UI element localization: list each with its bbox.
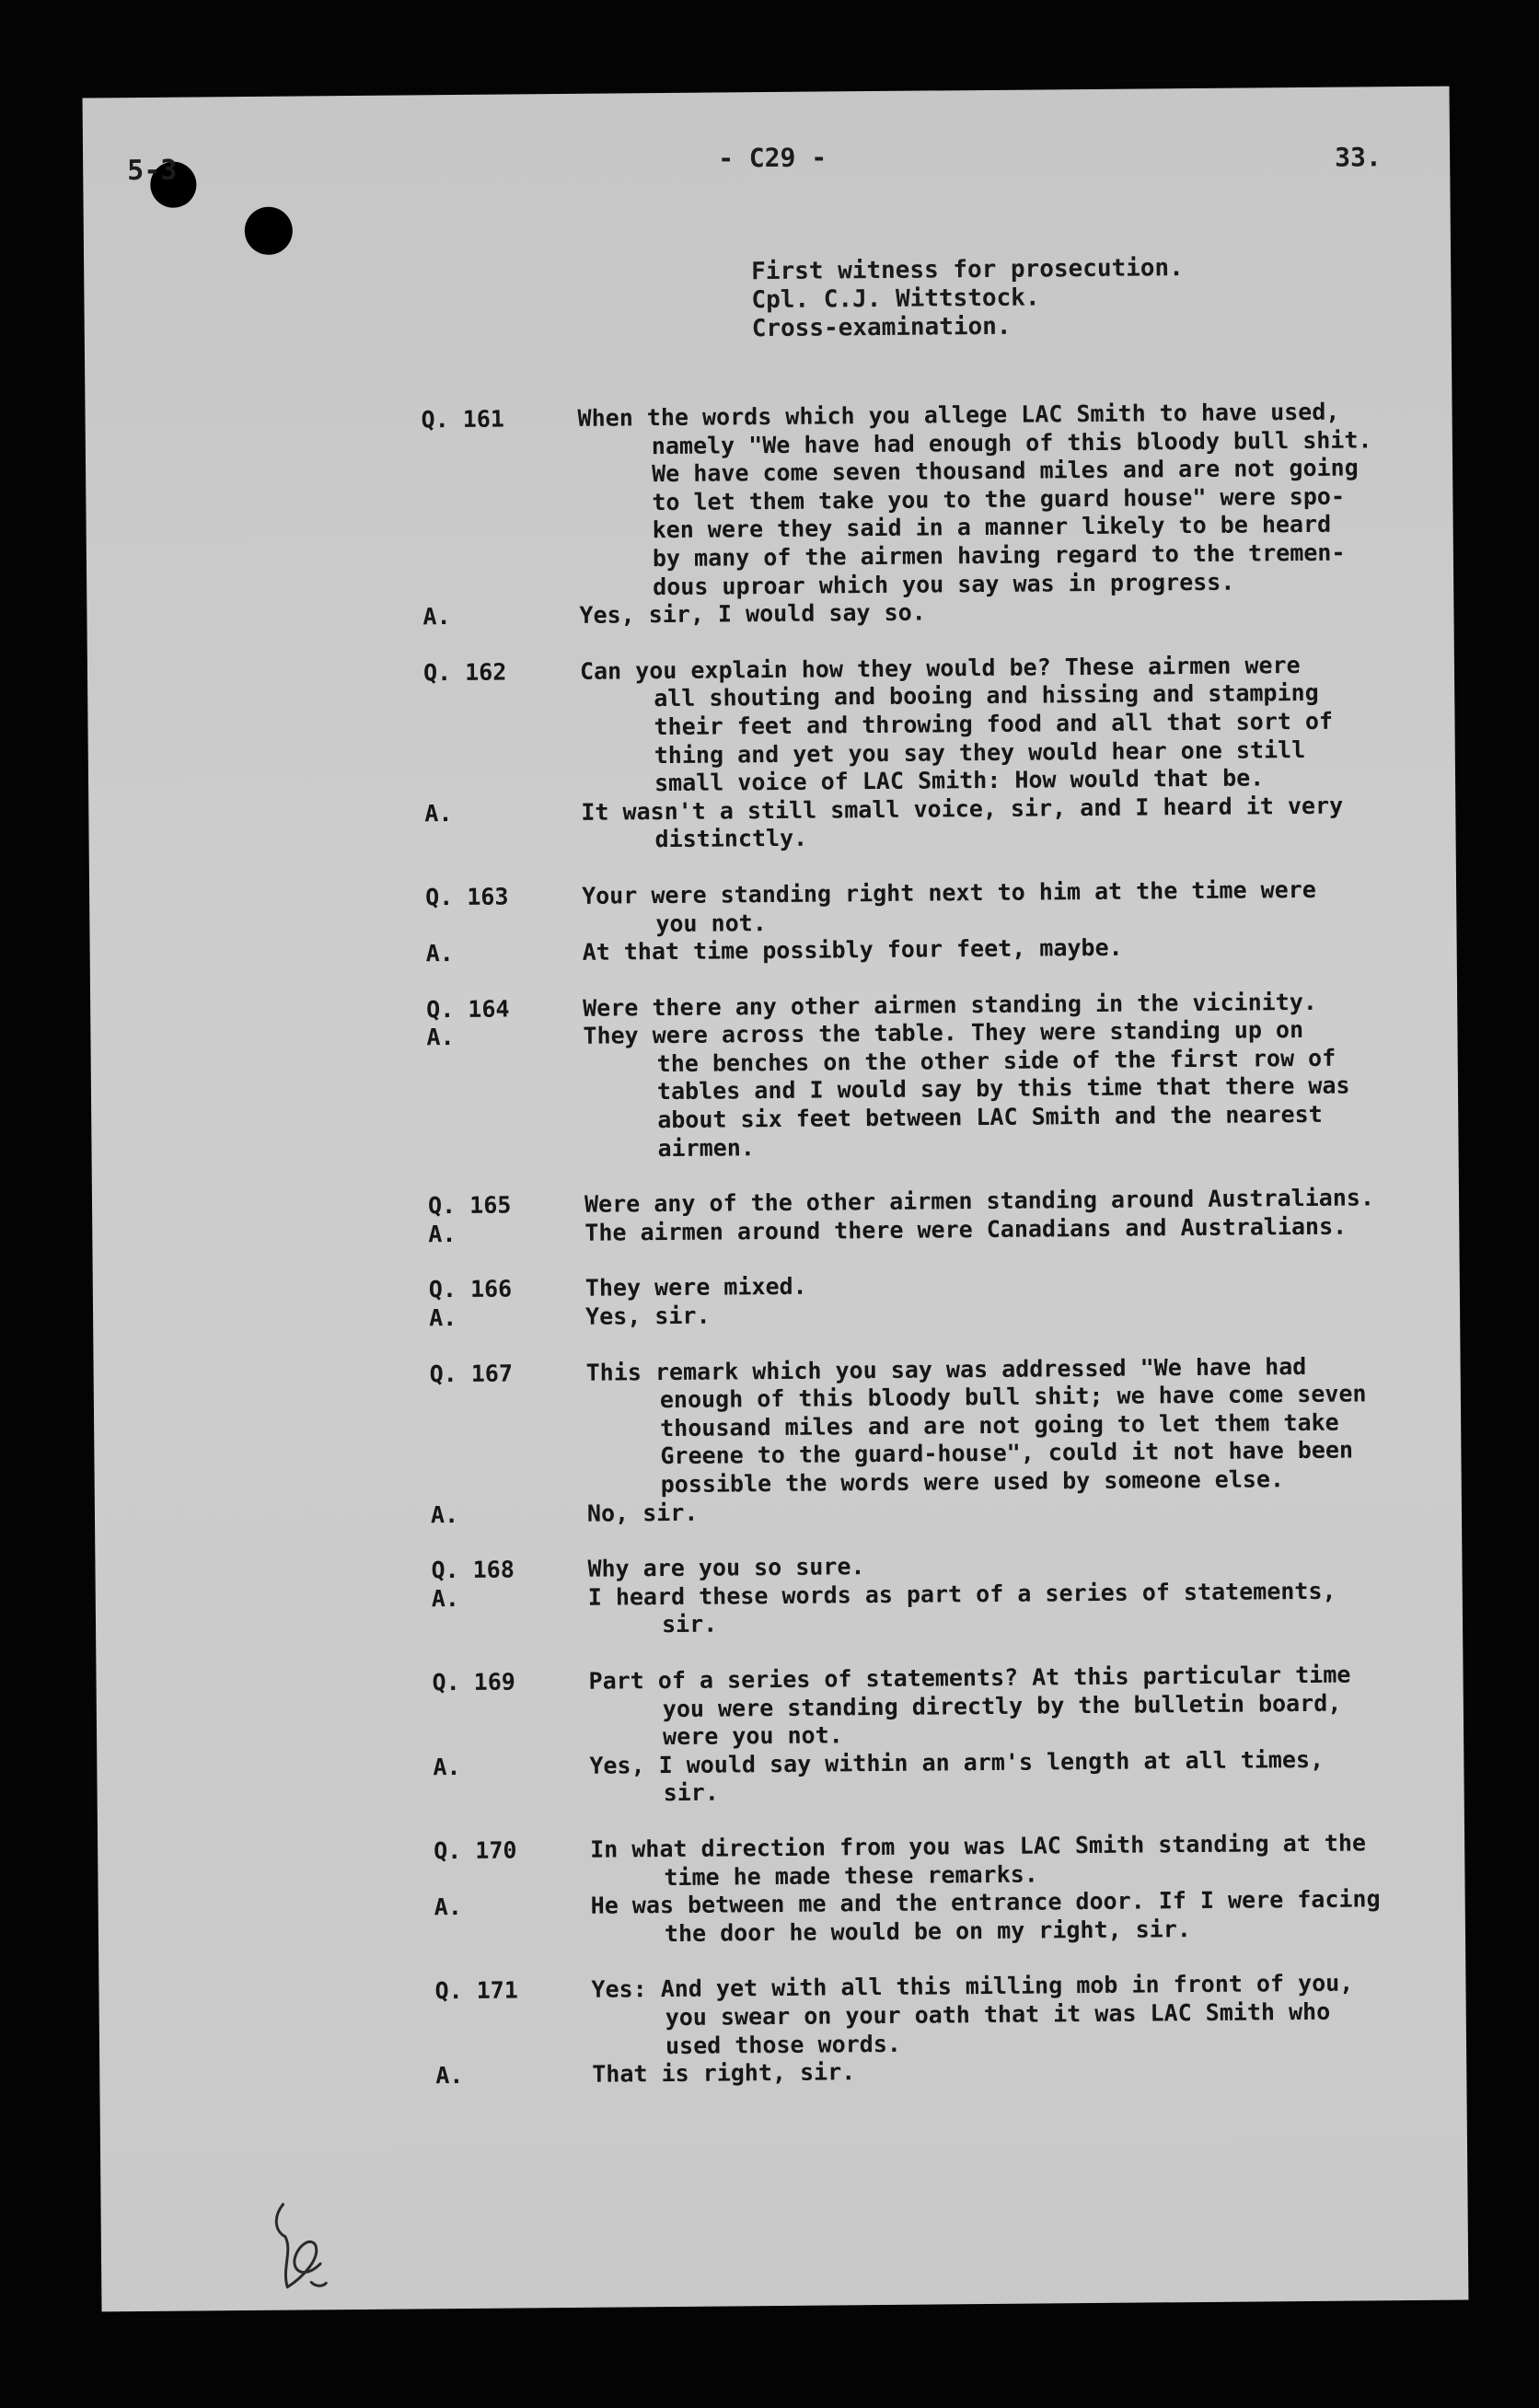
entry-text [590,1829,1455,1893]
answer-label: A. [424,799,453,828]
text-line: Your were standing right next to him at the time were [581,875,1316,909]
question-number: Q. 169 [432,1668,516,1696]
document-page [83,87,1469,2312]
text-line: about six feet between LAC Smith and the nearest [657,1100,1323,1134]
question-number: Q. 165 [427,1191,512,1220]
text-line: At that time possibly four feet, maybe. [582,933,1123,966]
text-line: Why are you so sure. [587,1553,865,1582]
heading-line: First witness for prosecution. [751,254,1184,286]
answer-label: A. [426,1024,455,1051]
text-line: their feet and throwing food and all that sort of [654,707,1334,741]
answer-label: A. [433,1753,461,1781]
text-line: distinctly. [654,824,808,853]
question-entry [421,398,1444,604]
entry-text [588,1576,1453,1639]
text-line: Yes, sir, I would say so. [579,598,926,629]
page-number: 33. [1335,142,1382,173]
text-line: Yes, sir. [584,1302,711,1330]
answer-label: A. [428,1220,457,1248]
text-line: thing and yet you say they would hear one still [654,735,1306,769]
question-number: Q. 171 [434,1976,518,2005]
text-line: to let them take you to the guard house" were spo- [652,482,1346,515]
question-number: Q. 166 [428,1275,513,1303]
text-line: The airmen around there were Canadians and Australians. [584,1212,1348,1246]
text-line: sir. [663,1778,719,1807]
text-line: Yes, I would say within an arm's length at all times, [589,1745,1325,1779]
handwritten-initials [264,2194,348,2306]
question-number: Q. 161 [421,405,505,434]
punch-hole [245,207,293,255]
text-line: They were mixed. [584,1273,807,1302]
text-line: Were there any other airmen standing in the vicinity. [583,988,1317,1022]
answer-label: A. [430,1500,459,1528]
text-line: tables and I would say by this time that there was [656,1072,1350,1106]
answer-label: A. [422,603,451,631]
answer-label: A. [428,1304,457,1332]
text-line: When the words which you allege LAC Smith to have used, [577,398,1340,432]
answer-entry [434,1885,1456,1951]
text-line: Yes: And yet with all this milling mob in front of you, [591,1969,1354,2004]
question-entry [432,1661,1454,1754]
entry-text [582,875,1447,939]
text-line: dous uproar which you say was in progress. [653,568,1235,600]
text-line: Part of a series of statements? At this particular time [588,1661,1351,1695]
question-entry [434,1829,1455,1894]
text-line: were you not. [662,1721,843,1751]
text-line: all shouting and booing and hissing and stamping [654,679,1319,712]
question-number: Q. 164 [426,995,510,1023]
entry-text [591,1969,1457,2061]
text-line: We have come seven thousand miles and are not going [651,454,1359,488]
text-line: That is right, sir. [592,2058,856,2088]
question-entry [423,650,1446,800]
answer-label: A. [434,1893,462,1921]
text-line: the benches on the other side of the first row of [656,1044,1336,1077]
answer-label: A. [425,940,454,967]
entry-text [586,1351,1452,1499]
answer-label: A. [431,1584,460,1613]
text-line: Greene to the guard-house", could it not have been [660,1436,1354,1470]
entry-text [588,1661,1454,1753]
text-line: small voice of LAC Smith: How would that be. [654,764,1265,797]
text-line: sir. [661,1610,718,1638]
text-line: He was between me and the entrance door. If I were facing [590,1885,1381,1919]
text-line: I heard these words as part of a series of statements, [587,1577,1336,1611]
text-line: you not. [655,909,767,937]
entry-text [589,1744,1454,1808]
question-number: Q. 167 [429,1360,514,1387]
text-line: In what direction from you was LAC Smith standing at the [590,1829,1367,1863]
text-line: Can you explain how they would be? These airmen were [579,651,1301,685]
question-number: Q. 168 [431,1556,515,1584]
answer-entry [424,791,1446,856]
entry-text [583,1015,1449,1163]
question-entry [434,1969,1457,2062]
answer-label: A. [435,2062,464,2090]
text-line: possible the words were used by someone else. [660,1465,1285,1499]
text-line: namely "We have had enough of this bloody bull shit. [651,425,1372,459]
text-line: by many of the airmen having regard to the tremen- [652,538,1346,573]
text-line: airmen. [657,1133,755,1162]
text-line: No, sir. [586,1499,699,1527]
question-number: Q. 170 [434,1836,517,1865]
transcript-body [421,398,1457,2090]
page-label: - C29 - [717,142,827,174]
text-line: used those words. [665,2030,902,2059]
heading-line: Cross-examination. [751,312,1012,343]
heading-line: Cpl. C.J. Wittstock. [751,284,1040,315]
text-line: Were any of the other airmen standing around Australians. [584,1184,1375,1219]
question-entry [425,875,1447,941]
text-line: enough of this bloody bull shit; we have come seven [659,1380,1367,1414]
question-number: Q. 163 [424,883,509,911]
text-line: This remark which you say was addressed "We have had [585,1352,1307,1386]
answer-entry [426,1015,1449,1165]
answer-entry [432,1576,1453,1641]
answer-entry [433,1744,1454,1810]
text-line: time he made these remarks. [664,1860,1038,1891]
corner-mark: 5-3 [127,154,178,188]
question-entry [430,1351,1452,1501]
text-line: you were standing directly by the bulletin board, [662,1689,1342,1722]
text-line: ken were they said in a manner likely to be heard [652,511,1332,544]
text-line: They were across the table. They were standing up on [583,1016,1304,1050]
entry-text [591,1885,1456,1949]
entry-text [577,398,1444,602]
entry-text [580,650,1446,798]
text-line: It wasn't a still small voice, sir, and I heard it very [581,792,1344,826]
text-line: you swear on your oath that it was LAC Smith who [665,1997,1331,2031]
entry-text [581,791,1446,854]
text-line: the door he would be on my right, sir. [664,1915,1192,1947]
witness-heading [751,254,1184,343]
text-line: thousand miles and are not going to let them take [660,1408,1339,1441]
question-number: Q. 162 [422,658,507,687]
